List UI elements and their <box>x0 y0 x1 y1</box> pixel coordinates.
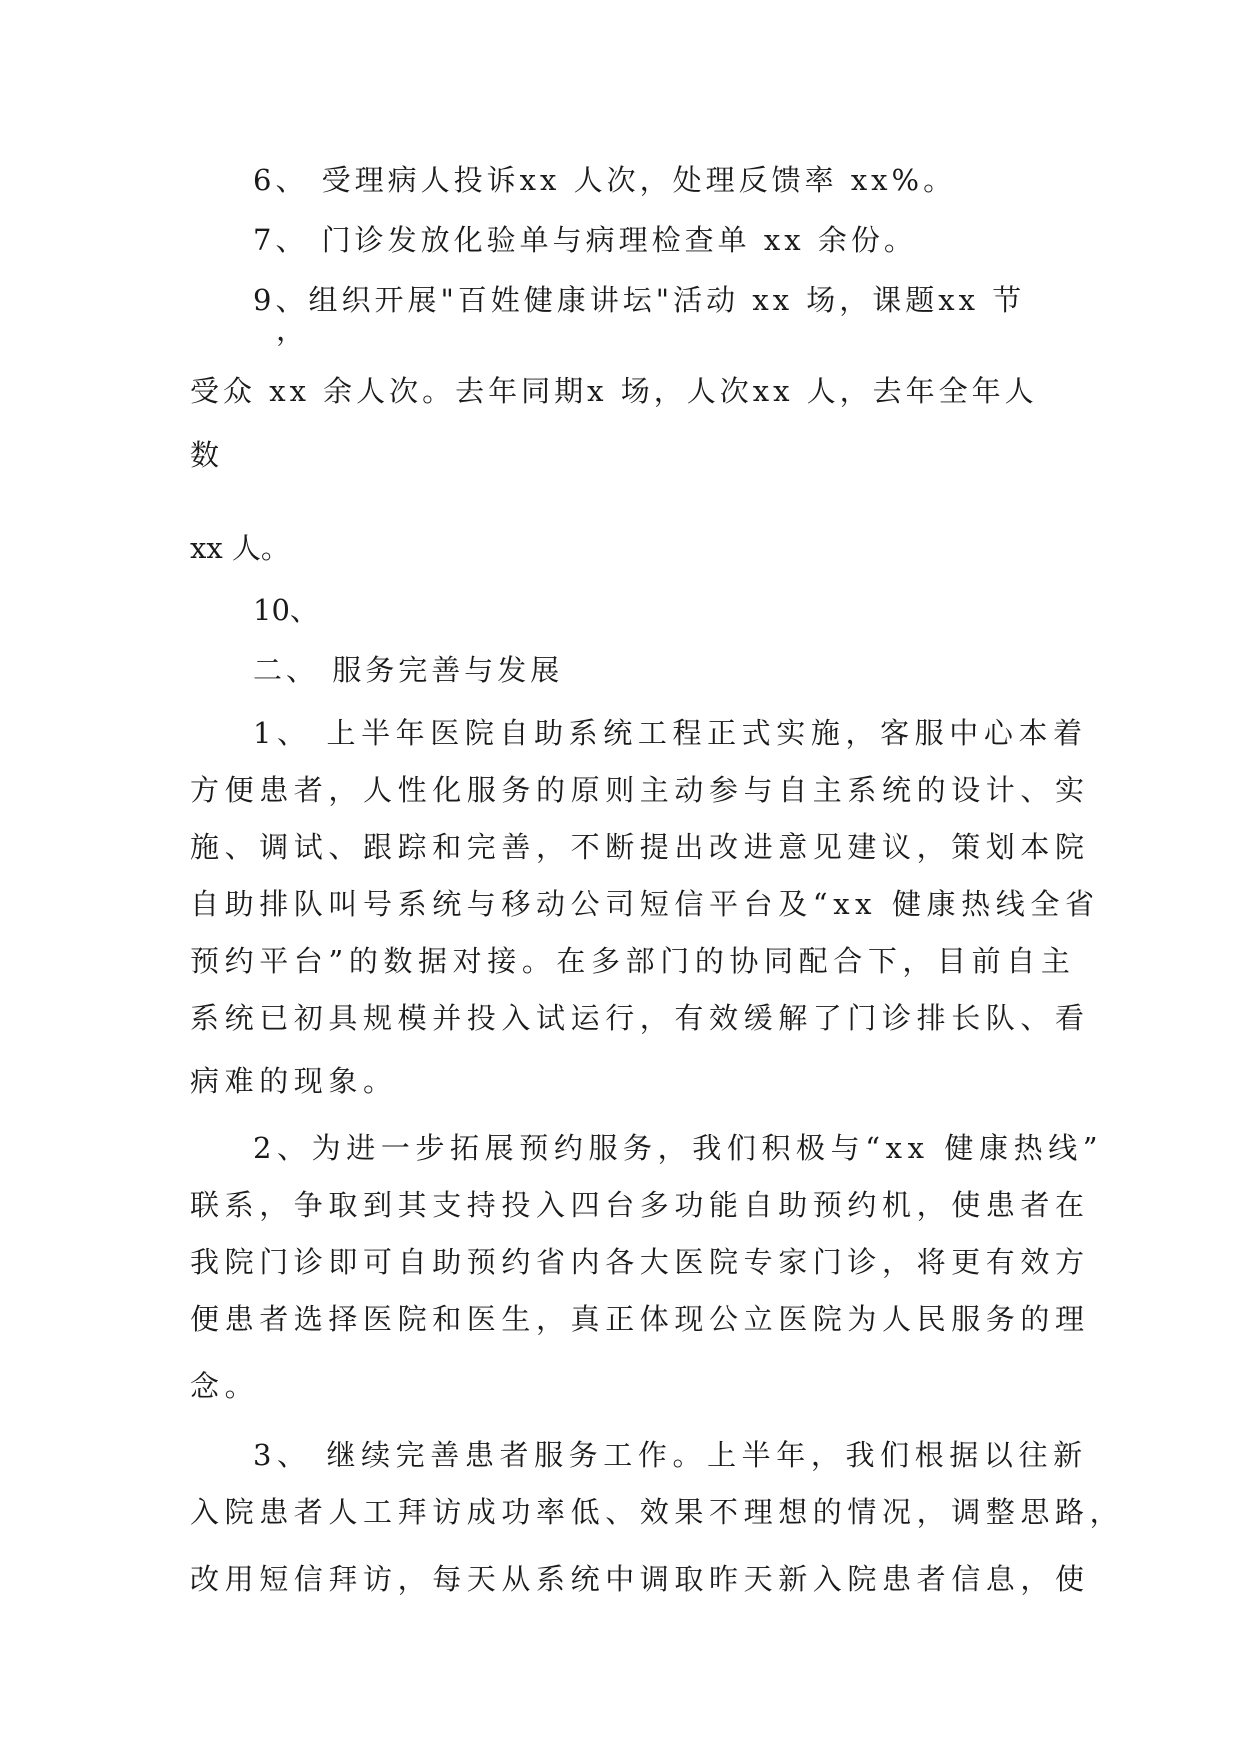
paragraph-2-line-4: 便患者选择医院和医生，真正体现公立医院为人民服务的理 <box>190 1302 1090 1336</box>
item-9-continued-line: 受众 xx 余人次。去年同期x 场，人次xx 人，去年全年人 <box>190 374 1038 408</box>
paragraph-2-line-5: 念。 <box>190 1369 260 1403</box>
item-9-continued-char: 数 <box>190 438 220 472</box>
paragraph-3-line-3: 改用短信拜访，每天从系统中调取昨天新入院患者信息，使 <box>190 1562 1090 1596</box>
paragraph-1-line-6: 系统已初具规模并投入试运行，有效缓解了门诊排长队、看 <box>190 1001 1090 1035</box>
item-6-complaints: 6、 受理病人投诉xx 人次，处理反馈率 xx%。 <box>253 163 957 197</box>
stray-comma: ， <box>276 313 306 347</box>
paragraph-1-line-3: 施、调试、跟踪和完善，不断提出改进意见建议，策划本院 <box>190 830 1090 864</box>
item-7-lab-reports: 7、 门诊发放化验单与病理检查单 xx 余份。 <box>253 223 917 257</box>
paragraph-1-line-2: 方便患者，人性化服务的原则主动参与自主系统的设计、实 <box>190 773 1090 807</box>
paragraph-2-line-1: 2、为进一步拓展预约服务，我们积极与“xx 健康热线” <box>253 1131 1104 1165</box>
paragraph-3-line-1: 3、 继续完善患者服务工作。上半年，我们根据以往新 <box>253 1438 1088 1472</box>
paragraph-1-line-5: 预约平台”的数据对接。在多部门的协同配合下，目前自主 <box>190 944 1076 978</box>
item-10-empty: 10、 <box>253 593 319 627</box>
section-heading-2: 二、 服务完善与发展 <box>253 653 564 687</box>
paragraph-2-line-2: 联系，争取到其支持投入四台多功能自助预约机，使患者在 <box>190 1188 1090 1222</box>
paragraph-2-line-3: 我院门诊即可自助预约省内各大医院专家门诊，将更有效方 <box>190 1245 1090 1279</box>
paragraph-3-line-2: 入院患者人工拜访成功率低、效果不理想的情况，调整思路， <box>190 1495 1125 1529</box>
paragraph-1-line-1: 1、 上半年医院自助系统工程正式实施，客服中心本着 <box>253 716 1088 750</box>
paragraph-1-line-4: 自助排队叫号系统与移动公司短信平台及“xx 健康热线全省 <box>190 887 1100 921</box>
paragraph-1-line-7: 病难的现象。 <box>190 1064 398 1098</box>
item-9-end: xx 人。 <box>190 531 290 565</box>
item-9-health-forum: 9、组织开展"百姓健康讲坛"活动 xx 场，课题xx 节 <box>253 283 1026 317</box>
